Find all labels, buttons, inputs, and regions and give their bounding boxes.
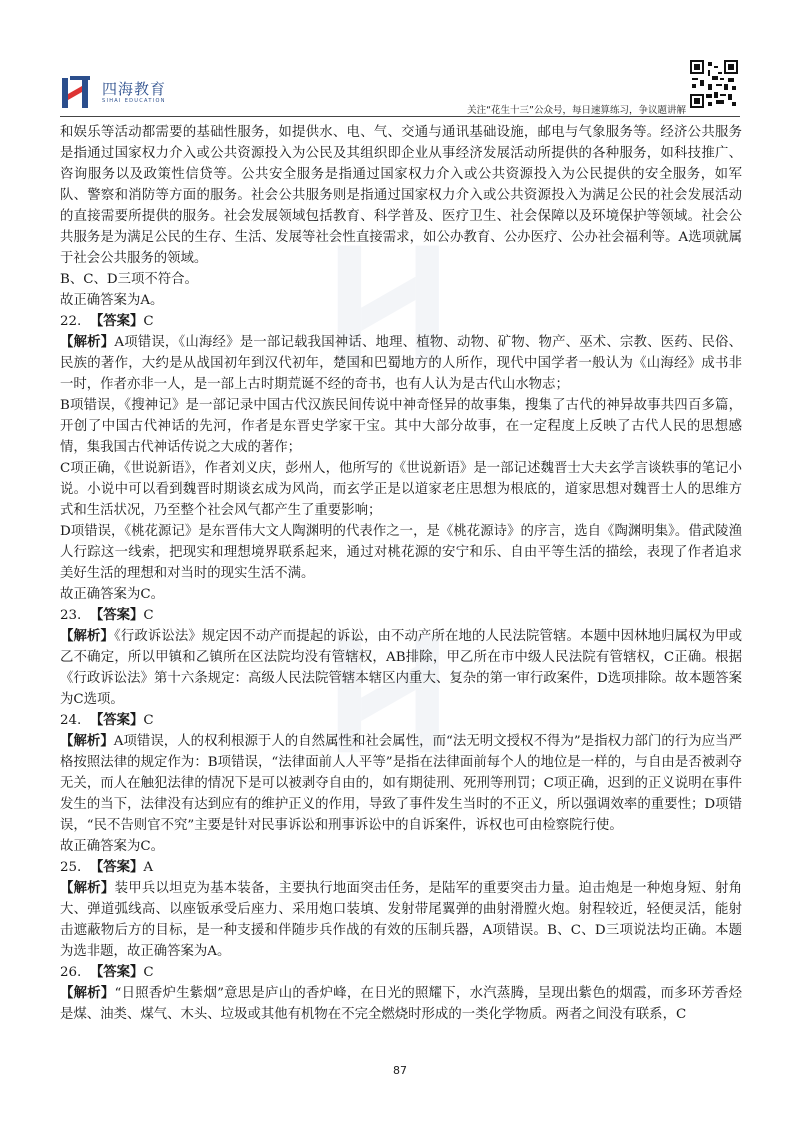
answer-value: C	[143, 608, 154, 623]
analysis-paragraph	[60, 731, 742, 836]
answer-value: C	[143, 314, 154, 329]
analysis-paragraph: B项错误，《搜神记》是一部记录中国古代汉族民间传说中神奇怪异的故事集，搜集了古代的神异故事共四百多篇，开创了中国古代神话的先河，作者是东晋史学家干宝。其中大部分故事，在一定程度上反映了古代人民的思想感情，集我国古代神话传说之大成的著作；	[60, 398, 742, 455]
question-number: 23.	[60, 608, 82, 623]
analysis-label: 【解析】	[60, 985, 115, 1001]
analysis-paragraph	[60, 878, 742, 962]
analysis-label: 【解析】	[60, 334, 115, 350]
answer-value: C	[143, 965, 154, 980]
analysis-text: 装甲兵以坦克为基本装备，主要执行地面突击任务，是陆军的重要突击力量。迫击炮是一种炮身短、射角大、弹道弧线高、以座钣承受后座力、采用炮口装填、发射带尾翼弹的曲射滑膛火炮。射程较近，轻便灵活，能射击遮蔽物后方的目标，是一种支援和伴随步兵作战的有效的压制兵器，A项错误。B、C、D三项说法均正确。本题为选非题，故正确答案为A。	[60, 881, 743, 959]
answer-label: 【答案】	[89, 859, 144, 875]
analysis-text: A项错误，《山海经》是一部记载我国神话、地理、植物、动物、矿物、物产、巫术、宗教、医药、民俗、民族的著作，大约是从战国初年到汉代初年，楚国和巴蜀地方的人所作，现代中国学者一般认为《山海经》成书非一时，作者亦非一人，是一部上古时期荒诞不经的奇书，也有人认为是古代山水物志；	[60, 335, 743, 392]
answer-label: 【答案】	[89, 964, 144, 980]
answer-line	[60, 605, 742, 626]
sihai-logo-icon	[60, 74, 96, 110]
analysis-text: A项错误，人的权利根源于人的自然属性和社会属性，而“法无明文授权不得为”是指权力部门的行为应当严格按照法律的规定作为：B项错误，“法律面前人人平等”是指在法律面前每个人的地位是一样的，与自由是否被剥夺无关，而人在触犯法律的情况下是可以被剥夺自由的，如有期徒刑、死刑等刑罚；C项正确，迟到的正义说明在事件发生的当下，法律没有达到应有的维护正义的作用，导致了事件发生当时的不正义，所以强调效率的重要性；D项错误，“民不告则官不究”主要是针对民事诉讼和刑事诉讼中的自诉案件，诉权也可由检察院行使。	[60, 734, 743, 833]
question-number: 22.	[60, 314, 82, 329]
analysis-paragraph	[60, 626, 742, 710]
answer-line	[60, 710, 742, 731]
page-number: 87	[393, 1064, 407, 1077]
analysis-paragraph	[60, 983, 742, 1025]
qr-code-icon	[690, 60, 738, 108]
analysis-label: 【解析】	[60, 733, 114, 749]
follow-wechat-text: 关注“花生十三”公众号，每日速算练习，争议题讲解	[467, 105, 686, 116]
header-divider	[60, 116, 740, 117]
question-number: 24.	[60, 713, 82, 728]
answer-line	[60, 311, 742, 332]
analysis-text: “日照香炉生紫烟”意思是庐山的香炉峰，在日光的照耀下，水汽蒸腾，呈现出紫色的烟霞，而多环芳香烃是煤、油类、煤气、木头、垃圾或其他有机物在不完全燃烧时形成的一类化学物质。两者之间没有联系，C	[60, 986, 742, 1022]
answer-value: A	[143, 860, 154, 875]
logo-chinese-text: 四海教育	[102, 80, 167, 98]
page-header	[0, 0, 800, 120]
analysis-label: 【解析】	[60, 628, 115, 644]
question-number: 25.	[60, 860, 82, 875]
sihai-logo	[60, 74, 170, 110]
answer-label: 【答案】	[89, 607, 144, 623]
document-body	[60, 122, 742, 1025]
analysis-paragraph: C项正确，《世说新语》，作者刘义庆，彭州人，他所写的《世说新语》是一部记述魏晋士大夫玄学言谈轶事的笔记小说。小说中可以看到魏晋时期谈玄成为风尚，而玄学正是以道家老庄思想为根底的，道家思想对魏晋士人的思维方式和生活状况，乃至整个社会风气都产生了重要影响；	[60, 461, 742, 518]
analysis-paragraph: D项错误，《桃花源记》是东晋伟大文人陶渊明的代表作之一，是《桃花源诗》的序言，选自《陶渊明集》。借武陵渔人行踪这一线索，把现实和理想境界联系起来，通过对桃花源的安宁和乐、自由平等生活的描绘，表现了作者追求美好生活的理想和对当时的现实生活不满。	[60, 524, 742, 581]
conclusion: 故正确答案为C。	[60, 839, 164, 854]
answer-label: 【答案】	[89, 313, 144, 329]
paragraph: 故正确答案为A。	[60, 293, 164, 308]
question-number: 26.	[60, 965, 82, 980]
logo-english-text: SIHAI EDUCATION	[102, 98, 166, 104]
paragraph: 和娱乐等活动都需要的基础性服务，如提供水、电、气、交通与通讯基础设施，邮电与气象服务等。经济公共服务是指通过国家权力介入或公共资源投入为公民及其组织即企业从事经济发展活动所提供的各种服务，如科技推广、咨询服务以及政策性信贷等。公共安全服务是指通过国家权力介入或公共资源投入为公民提供的安全服务，如军队、警察和消防等方面的服务。社会公共服务则是指通过国家权力介入或公共资源投入为满足公民的社会发展活动的直接需要所提供的服务。社会发展领域包括教育、科学普及、医疗卫生、社会保障以及环境保护等领域。社会公共服务是为满足公民的生存、生活、发展等社会性直接需求，如公办教育、公办医疗、公办社会福利等。A选项就属于社会公共服务的领域。	[60, 125, 742, 266]
analysis-label: 【解析】	[60, 880, 115, 896]
conclusion: 故正确答案为C。	[60, 587, 164, 602]
answer-line	[60, 962, 742, 983]
paragraph: B、C、D三项不符合。	[60, 272, 198, 287]
analysis-paragraph	[60, 332, 742, 395]
analysis-text: 《行政诉讼法》规定因不动产而提起的诉讼，由不动产所在地的人民法院管辖。本题中因林地归属权为甲或乙不确定，所以甲镇和乙镇所在区法院均没有管辖权，AB排除，甲乙所在市中级人民法院有管辖权，C正确。根据《行政诉讼法》第十六条规定：高级人民法院管辖本辖区内重大、复杂的第一审行政案件，D选项排除。故本题答案为C选项。	[60, 629, 743, 707]
answer-line	[60, 857, 742, 878]
answer-label: 【答案】	[89, 712, 144, 728]
answer-value: C	[143, 713, 154, 728]
